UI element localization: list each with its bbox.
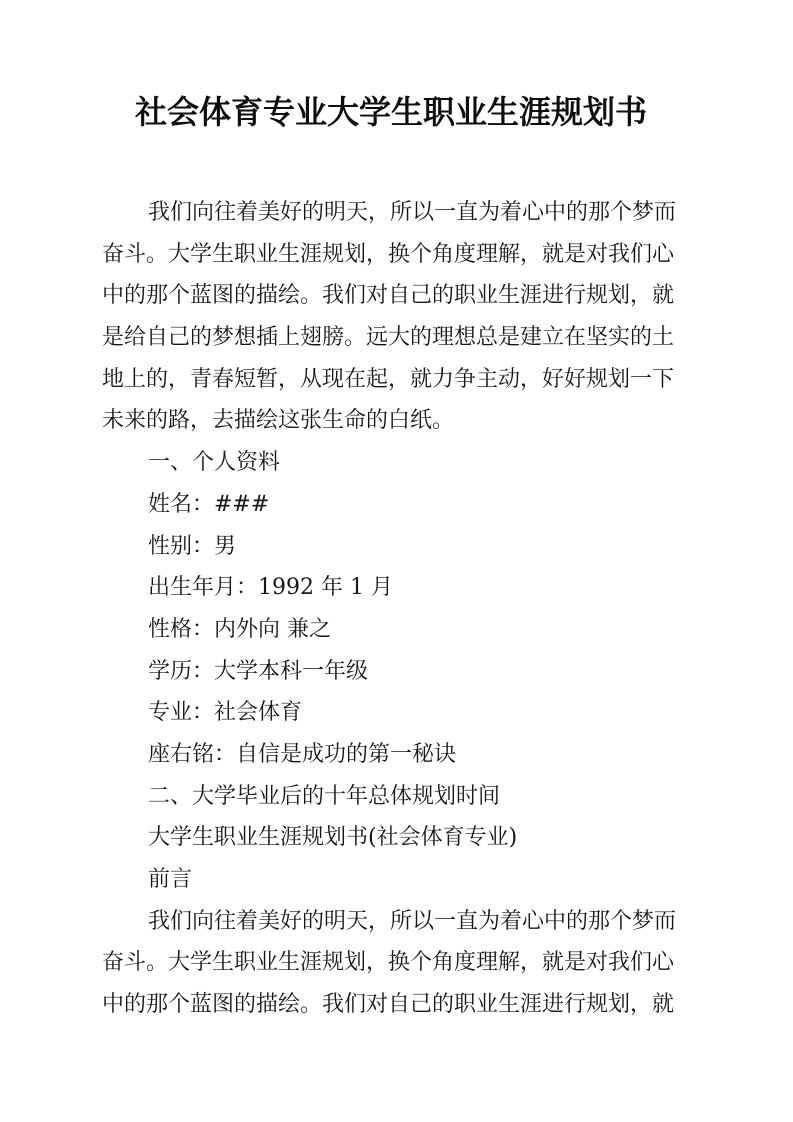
document-title: 社会体育专业大学生职业生涯规划书: [135, 93, 648, 131]
document-line: 一、个人资料: [148, 450, 281, 476]
document-line: 中的那个蓝图的描绘。我们对自己的职业生涯进行规划，就: [102, 283, 675, 309]
document-line: 性别：男: [148, 533, 237, 559]
document-line: 未来的路，去描绘这张生命的白纸。: [102, 408, 455, 434]
document-line: 地上的，青春短暂，从现在起，就力争主动，好好规划一下: [102, 366, 675, 392]
document-line: 前言: [148, 867, 193, 892]
document-line: 是给自己的梦想插上翅膀。远大的理想总是建立在坚实的土: [102, 325, 675, 351]
document-line: 奋斗。大学生职业生涯规划，换个角度理解，就是对我们心: [102, 950, 675, 976]
document-line: 二、大学毕业后的十年总体规划时间: [148, 783, 501, 809]
document-line: 学历：大学本科一年级: [148, 658, 369, 684]
document-body: [102, 192, 682, 1026]
document-line: 姓名：###: [148, 491, 270, 517]
document-line: 我们向往着美好的明天，所以一直为着心中的那个梦而: [148, 908, 677, 934]
document-line: 中的那个蓝图的描绘。我们对自己的职业生涯进行规划，就: [102, 992, 675, 1018]
document-line: 我们向往着美好的明天，所以一直为着心中的那个梦而: [148, 200, 677, 225]
document-line: 出生年月：1992 年 1 月: [148, 575, 393, 601]
document-line: 奋斗。大学生职业生涯规划，换个角度理解，就是对我们心: [102, 241, 675, 267]
document-line: 性格：内外向 兼之: [148, 616, 331, 642]
document-line: 座右铭：自信是成功的第一秘诀: [148, 741, 457, 767]
document-line: 大学生职业生涯规划书(社会体育专业): [148, 825, 518, 851]
document-line: 专业：社会体育: [148, 700, 303, 726]
